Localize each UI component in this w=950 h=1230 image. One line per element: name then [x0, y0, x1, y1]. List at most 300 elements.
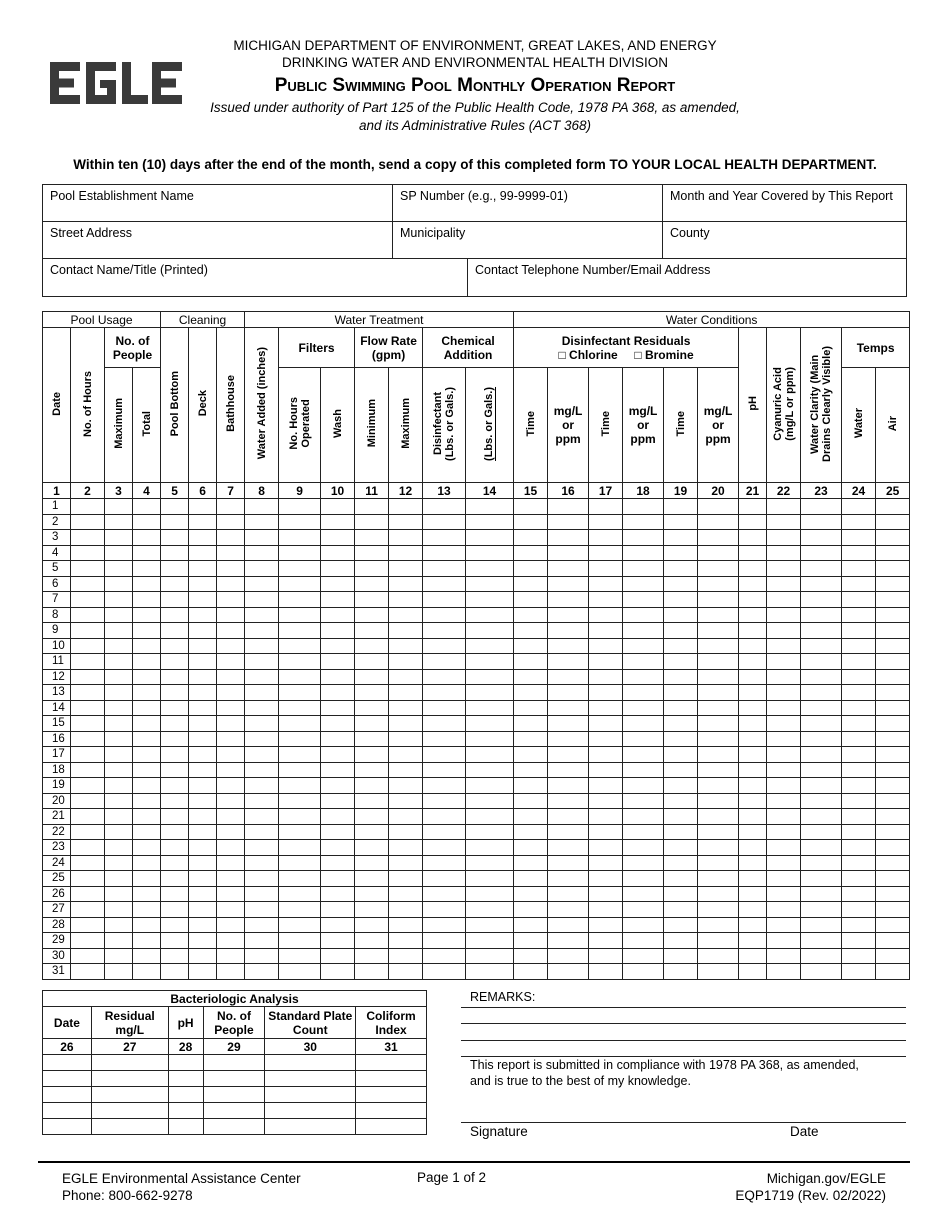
entry-cell[interactable] [133, 762, 161, 778]
entry-cell[interactable] [105, 530, 133, 546]
entry-cell[interactable] [466, 747, 514, 763]
entry-cell[interactable] [548, 824, 589, 840]
entry-cell[interactable] [105, 778, 133, 794]
entry-cell[interactable] [321, 623, 355, 639]
bac-entry-cell[interactable] [43, 1119, 92, 1135]
entry-cell[interactable] [842, 840, 876, 856]
entry-cell[interactable] [589, 793, 623, 809]
entry-cell[interactable] [389, 716, 423, 732]
entry-cell[interactable] [801, 762, 842, 778]
entry-cell[interactable] [589, 917, 623, 933]
entry-cell[interactable] [189, 669, 217, 685]
entry-cell[interactable] [548, 731, 589, 747]
entry-cell[interactable] [389, 840, 423, 856]
entry-cell[interactable] [245, 530, 279, 546]
entry-cell[interactable] [664, 948, 698, 964]
entry-cell[interactable] [664, 871, 698, 887]
entry-cell[interactable] [389, 700, 423, 716]
entry-cell[interactable] [355, 917, 389, 933]
entry-cell[interactable] [245, 561, 279, 577]
entry-cell[interactable] [423, 762, 466, 778]
entry-cell[interactable] [767, 778, 801, 794]
entry-cell[interactable] [664, 778, 698, 794]
entry-cell[interactable] [767, 654, 801, 670]
entry-cell[interactable] [189, 530, 217, 546]
entry-cell[interactable] [514, 855, 548, 871]
entry-cell[interactable] [105, 638, 133, 654]
entry-cell[interactable] [664, 886, 698, 902]
entry-cell[interactable] [876, 700, 910, 716]
entry-cell[interactable] [664, 840, 698, 856]
entry-cell[interactable] [876, 948, 910, 964]
entry-cell[interactable] [589, 669, 623, 685]
entry-cell[interactable] [589, 731, 623, 747]
bac-entry-cell[interactable] [265, 1119, 356, 1135]
entry-cell[interactable] [321, 933, 355, 949]
entry-cell[interactable] [739, 886, 767, 902]
entry-cell[interactable] [623, 902, 664, 918]
entry-cell[interactable] [589, 964, 623, 980]
entry-cell[interactable] [801, 824, 842, 840]
entry-cell[interactable] [739, 964, 767, 980]
entry-cell[interactable] [842, 809, 876, 825]
entry-cell[interactable] [466, 886, 514, 902]
entry-cell[interactable] [548, 778, 589, 794]
entry-cell[interactable] [767, 545, 801, 561]
entry-cell[interactable] [245, 700, 279, 716]
entry-cell[interactable] [514, 607, 548, 623]
bac-entry-cell[interactable] [265, 1071, 356, 1087]
entry-cell[interactable] [321, 592, 355, 608]
entry-cell[interactable] [355, 762, 389, 778]
entry-cell[interactable] [739, 809, 767, 825]
entry-cell[interactable] [105, 871, 133, 887]
entry-cell[interactable] [71, 638, 105, 654]
entry-cell[interactable] [739, 778, 767, 794]
entry-cell[interactable] [71, 561, 105, 577]
entry-cell[interactable] [355, 793, 389, 809]
entry-cell[interactable] [698, 840, 739, 856]
entry-cell[interactable] [105, 964, 133, 980]
entry-cell[interactable] [217, 592, 245, 608]
entry-cell[interactable] [623, 700, 664, 716]
entry-cell[interactable] [245, 793, 279, 809]
bac-entry-cell[interactable] [265, 1087, 356, 1103]
entry-cell[interactable] [321, 530, 355, 546]
entry-cell[interactable] [133, 685, 161, 701]
entry-cell[interactable] [279, 840, 321, 856]
entry-cell[interactable] [842, 731, 876, 747]
entry-cell[interactable] [321, 948, 355, 964]
entry-cell[interactable] [161, 514, 189, 530]
remarks-line-1[interactable] [461, 1007, 906, 1008]
entry-cell[interactable] [389, 561, 423, 577]
entry-cell[interactable] [245, 917, 279, 933]
entry-cell[interactable] [466, 871, 514, 887]
entry-cell[interactable] [514, 545, 548, 561]
entry-cell[interactable] [423, 778, 466, 794]
entry-cell[interactable] [801, 948, 842, 964]
entry-cell[interactable] [739, 545, 767, 561]
entry-cell[interactable] [189, 607, 217, 623]
entry-cell[interactable] [739, 824, 767, 840]
entry-cell[interactable] [189, 576, 217, 592]
entry-cell[interactable] [355, 933, 389, 949]
entry-cell[interactable] [71, 778, 105, 794]
entry-cell[interactable] [389, 933, 423, 949]
entry-cell[interactable] [355, 685, 389, 701]
entry-cell[interactable] [801, 731, 842, 747]
entry-cell[interactable] [423, 545, 466, 561]
entry-cell[interactable] [623, 747, 664, 763]
bac-entry-cell[interactable] [43, 1055, 92, 1071]
entry-cell[interactable] [161, 654, 189, 670]
entry-cell[interactable] [589, 530, 623, 546]
entry-cell[interactable] [217, 964, 245, 980]
entry-cell[interactable] [548, 902, 589, 918]
entry-cell[interactable] [161, 762, 189, 778]
entry-cell[interactable] [71, 793, 105, 809]
entry-cell[interactable] [189, 514, 217, 530]
entry-cell[interactable] [71, 871, 105, 887]
entry-cell[interactable] [739, 840, 767, 856]
entry-cell[interactable] [664, 654, 698, 670]
entry-cell[interactable] [767, 716, 801, 732]
entry-cell[interactable] [514, 530, 548, 546]
entry-cell[interactable] [466, 669, 514, 685]
entry-cell[interactable] [801, 530, 842, 546]
entry-cell[interactable] [161, 545, 189, 561]
bac-entry-cell[interactable] [203, 1071, 265, 1087]
bac-entry-cell[interactable] [91, 1087, 168, 1103]
entry-cell[interactable] [876, 607, 910, 623]
entry-cell[interactable] [321, 654, 355, 670]
entry-cell[interactable] [389, 514, 423, 530]
entry-cell[interactable] [279, 514, 321, 530]
entry-cell[interactable] [189, 902, 217, 918]
entry-cell[interactable] [842, 778, 876, 794]
entry-cell[interactable] [548, 561, 589, 577]
entry-cell[interactable] [698, 499, 739, 515]
entry-cell[interactable] [423, 669, 466, 685]
entry-cell[interactable] [133, 669, 161, 685]
bac-entry-cell[interactable] [356, 1103, 427, 1119]
entry-cell[interactable] [355, 902, 389, 918]
entry-cell[interactable] [589, 607, 623, 623]
entry-cell[interactable] [739, 592, 767, 608]
entry-cell[interactable] [355, 530, 389, 546]
entry-cell[interactable] [279, 948, 321, 964]
entry-cell[interactable] [133, 576, 161, 592]
footer-site[interactable]: Michigan.gov/EGLE [766, 1171, 886, 1186]
entry-cell[interactable] [71, 840, 105, 856]
bac-entry-cell[interactable] [265, 1103, 356, 1119]
entry-cell[interactable] [767, 964, 801, 980]
entry-cell[interactable] [245, 514, 279, 530]
entry-cell[interactable] [321, 685, 355, 701]
entry-cell[interactable] [589, 902, 623, 918]
entry-cell[interactable] [423, 592, 466, 608]
entry-cell[interactable] [623, 886, 664, 902]
entry-cell[interactable] [548, 964, 589, 980]
entry-cell[interactable] [767, 576, 801, 592]
entry-cell[interactable] [739, 561, 767, 577]
entry-cell[interactable] [217, 793, 245, 809]
entry-cell[interactable] [589, 762, 623, 778]
entry-cell[interactable] [514, 948, 548, 964]
entry-cell[interactable] [739, 499, 767, 515]
entry-cell[interactable] [698, 514, 739, 530]
entry-cell[interactable] [161, 778, 189, 794]
entry-cell[interactable] [739, 669, 767, 685]
entry-cell[interactable] [589, 499, 623, 515]
entry-cell[interactable] [321, 576, 355, 592]
entry-cell[interactable] [105, 716, 133, 732]
entry-cell[interactable] [698, 793, 739, 809]
entry-cell[interactable] [664, 855, 698, 871]
entry-cell[interactable] [355, 964, 389, 980]
entry-cell[interactable] [279, 933, 321, 949]
entry-cell[interactable] [548, 545, 589, 561]
entry-cell[interactable] [71, 530, 105, 546]
entry-cell[interactable] [71, 545, 105, 561]
entry-cell[interactable] [423, 902, 466, 918]
entry-cell[interactable] [217, 886, 245, 902]
entry-cell[interactable] [105, 747, 133, 763]
entry-cell[interactable] [423, 514, 466, 530]
entry-cell[interactable] [189, 778, 217, 794]
entry-cell[interactable] [161, 669, 189, 685]
entry-cell[interactable] [355, 855, 389, 871]
entry-cell[interactable] [133, 824, 161, 840]
entry-cell[interactable] [801, 592, 842, 608]
entry-cell[interactable] [514, 716, 548, 732]
entry-cell[interactable] [423, 731, 466, 747]
entry-cell[interactable] [514, 592, 548, 608]
entry-cell[interactable] [217, 731, 245, 747]
entry-cell[interactable] [71, 607, 105, 623]
entry-cell[interactable] [466, 607, 514, 623]
entry-cell[interactable] [389, 576, 423, 592]
entry-cell[interactable] [161, 530, 189, 546]
entry-cell[interactable] [876, 576, 910, 592]
entry-cell[interactable] [466, 654, 514, 670]
entry-cell[interactable] [548, 871, 589, 887]
entry-cell[interactable] [548, 886, 589, 902]
entry-cell[interactable] [133, 607, 161, 623]
entry-cell[interactable] [767, 762, 801, 778]
entry-cell[interactable] [71, 731, 105, 747]
entry-cell[interactable] [698, 917, 739, 933]
entry-cell[interactable] [801, 716, 842, 732]
entry-cell[interactable] [321, 669, 355, 685]
entry-cell[interactable] [548, 576, 589, 592]
entry-cell[interactable] [466, 731, 514, 747]
entry-cell[interactable] [801, 623, 842, 639]
entry-cell[interactable] [842, 793, 876, 809]
entry-cell[interactable] [664, 576, 698, 592]
entry-cell[interactable] [466, 933, 514, 949]
entry-cell[interactable] [842, 669, 876, 685]
entry-cell[interactable] [842, 576, 876, 592]
entry-cell[interactable] [355, 886, 389, 902]
entry-cell[interactable] [423, 840, 466, 856]
entry-cell[interactable] [664, 669, 698, 685]
entry-cell[interactable] [133, 545, 161, 561]
entry-cell[interactable] [664, 561, 698, 577]
entry-cell[interactable] [548, 793, 589, 809]
entry-cell[interactable] [161, 576, 189, 592]
entry-cell[interactable] [664, 933, 698, 949]
entry-cell[interactable] [355, 514, 389, 530]
entry-cell[interactable] [623, 762, 664, 778]
entry-cell[interactable] [466, 700, 514, 716]
entry-cell[interactable] [767, 886, 801, 902]
entry-cell[interactable] [801, 840, 842, 856]
entry-cell[interactable] [739, 902, 767, 918]
entry-cell[interactable] [389, 824, 423, 840]
entry-cell[interactable] [105, 607, 133, 623]
entry-cell[interactable] [876, 654, 910, 670]
entry-cell[interactable] [801, 809, 842, 825]
entry-cell[interactable] [389, 530, 423, 546]
entry-cell[interactable] [423, 747, 466, 763]
entry-cell[interactable] [698, 762, 739, 778]
entry-cell[interactable] [321, 824, 355, 840]
entry-cell[interactable] [355, 545, 389, 561]
entry-cell[interactable] [698, 855, 739, 871]
entry-cell[interactable] [664, 747, 698, 763]
entry-cell[interactable] [217, 871, 245, 887]
entry-cell[interactable] [189, 855, 217, 871]
entry-cell[interactable] [801, 886, 842, 902]
entry-cell[interactable] [423, 654, 466, 670]
entry-cell[interactable] [767, 902, 801, 918]
entry-cell[interactable] [217, 809, 245, 825]
entry-cell[interactable] [279, 669, 321, 685]
entry-cell[interactable] [279, 499, 321, 515]
entry-cell[interactable] [801, 638, 842, 654]
entry-cell[interactable] [623, 561, 664, 577]
entry-cell[interactable] [842, 855, 876, 871]
entry-cell[interactable] [423, 948, 466, 964]
entry-cell[interactable] [321, 778, 355, 794]
entry-cell[interactable] [698, 902, 739, 918]
entry-cell[interactable] [161, 607, 189, 623]
entry-cell[interactable] [389, 917, 423, 933]
entry-cell[interactable] [739, 685, 767, 701]
entry-cell[interactable] [217, 545, 245, 561]
entry-cell[interactable] [801, 933, 842, 949]
entry-cell[interactable] [514, 561, 548, 577]
entry-cell[interactable] [698, 545, 739, 561]
entry-cell[interactable] [876, 731, 910, 747]
entry-cell[interactable] [161, 793, 189, 809]
entry-cell[interactable] [217, 778, 245, 794]
entry-cell[interactable] [105, 793, 133, 809]
entry-cell[interactable] [514, 871, 548, 887]
entry-cell[interactable] [664, 964, 698, 980]
entry-cell[interactable] [664, 716, 698, 732]
bac-entry-cell[interactable] [203, 1103, 265, 1119]
entry-cell[interactable] [279, 700, 321, 716]
entry-cell[interactable] [664, 824, 698, 840]
entry-cell[interactable] [767, 607, 801, 623]
entry-cell[interactable] [842, 948, 876, 964]
entry-cell[interactable] [245, 762, 279, 778]
entry-cell[interactable] [189, 933, 217, 949]
entry-cell[interactable] [664, 685, 698, 701]
entry-cell[interactable] [71, 685, 105, 701]
entry-cell[interactable] [767, 840, 801, 856]
entry-cell[interactable] [739, 638, 767, 654]
entry-cell[interactable] [245, 840, 279, 856]
entry-cell[interactable] [698, 592, 739, 608]
entry-cell[interactable] [739, 731, 767, 747]
entry-cell[interactable] [279, 530, 321, 546]
entry-cell[interactable] [189, 964, 217, 980]
entry-cell[interactable] [514, 623, 548, 639]
entry-cell[interactable] [739, 530, 767, 546]
entry-cell[interactable] [389, 685, 423, 701]
entry-cell[interactable] [548, 499, 589, 515]
entry-cell[interactable] [548, 700, 589, 716]
county-field[interactable]: County [663, 222, 907, 259]
entry-cell[interactable] [423, 607, 466, 623]
entry-cell[interactable] [245, 623, 279, 639]
entry-cell[interactable] [279, 545, 321, 561]
entry-cell[interactable] [767, 731, 801, 747]
entry-cell[interactable] [623, 840, 664, 856]
entry-cell[interactable] [279, 654, 321, 670]
entry-cell[interactable] [466, 561, 514, 577]
entry-cell[interactable] [71, 917, 105, 933]
entry-cell[interactable] [548, 669, 589, 685]
entry-cell[interactable] [801, 576, 842, 592]
entry-cell[interactable] [355, 499, 389, 515]
entry-cell[interactable] [623, 638, 664, 654]
entry-cell[interactable] [71, 948, 105, 964]
entry-cell[interactable] [623, 607, 664, 623]
entry-cell[interactable] [589, 685, 623, 701]
entry-cell[interactable] [355, 778, 389, 794]
entry-cell[interactable] [767, 669, 801, 685]
entry-cell[interactable] [698, 964, 739, 980]
entry-cell[interactable] [423, 917, 466, 933]
entry-cell[interactable] [355, 948, 389, 964]
entry-cell[interactable] [105, 623, 133, 639]
entry-cell[interactable] [161, 700, 189, 716]
entry-cell[interactable] [623, 778, 664, 794]
entry-cell[interactable] [189, 716, 217, 732]
entry-cell[interactable] [876, 545, 910, 561]
entry-cell[interactable] [801, 514, 842, 530]
entry-cell[interactable] [698, 654, 739, 670]
entry-cell[interactable] [514, 793, 548, 809]
contact-name-field[interactable]: Contact Name/Title (Printed) [43, 259, 468, 297]
entry-cell[interactable] [105, 700, 133, 716]
entry-cell[interactable] [245, 886, 279, 902]
entry-cell[interactable] [589, 855, 623, 871]
entry-cell[interactable] [466, 716, 514, 732]
entry-cell[interactable] [698, 638, 739, 654]
entry-cell[interactable] [623, 716, 664, 732]
entry-cell[interactable] [279, 824, 321, 840]
entry-cell[interactable] [548, 685, 589, 701]
entry-cell[interactable] [71, 623, 105, 639]
entry-cell[interactable] [321, 731, 355, 747]
entry-cell[interactable] [217, 514, 245, 530]
